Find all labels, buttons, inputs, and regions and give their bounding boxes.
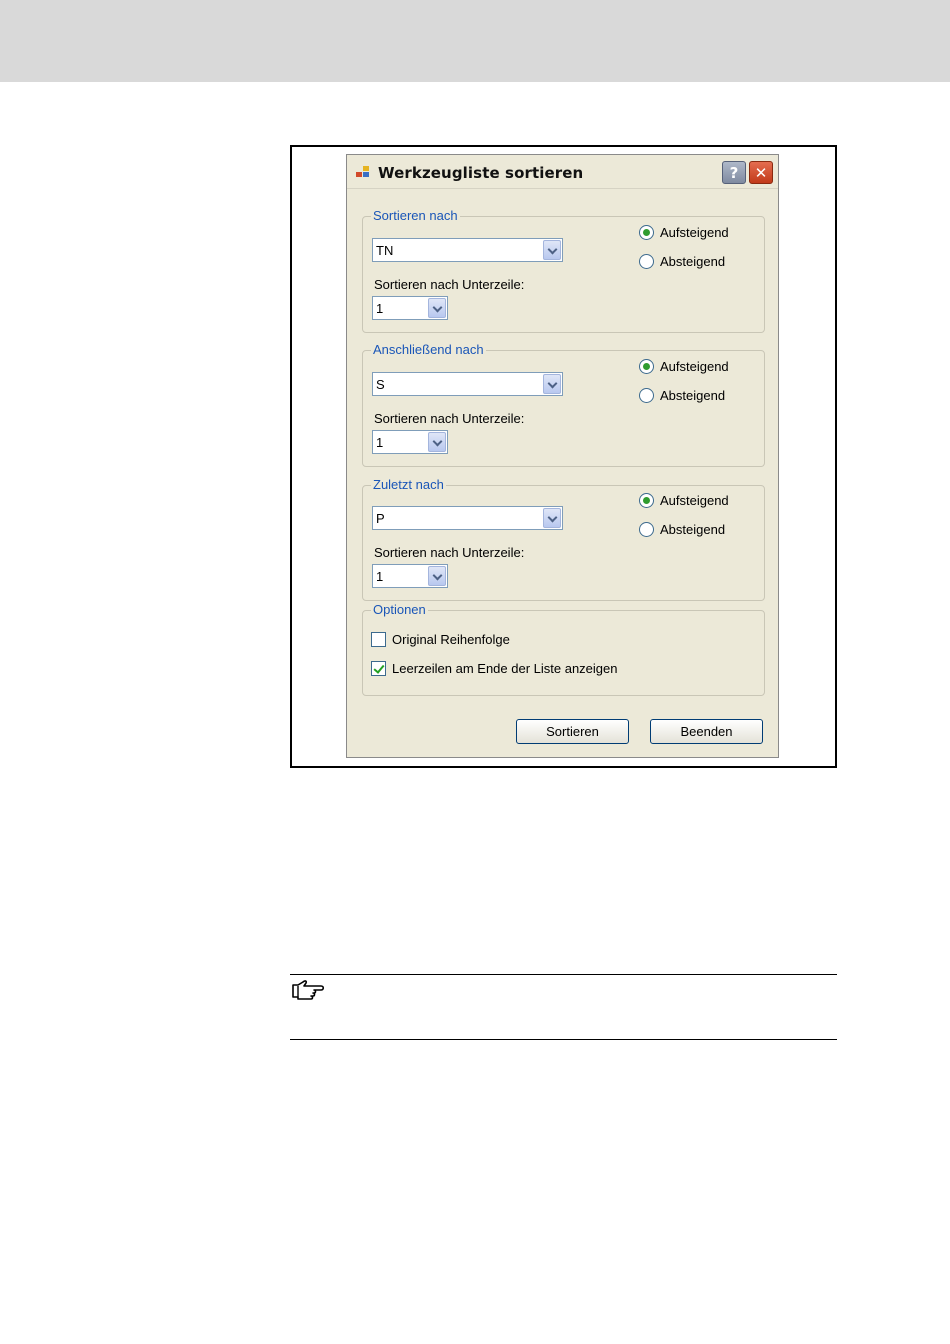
finally-by-subline-label: Sortieren nach Unterzeile: [374, 545, 525, 560]
page-header-band [0, 0, 950, 82]
sort-button[interactable]: Sortieren [516, 719, 629, 744]
finally-by-field-value: P [376, 511, 385, 526]
group-finally-by-title: Zuletzt nach [373, 477, 444, 492]
sort-by-field-value: TN [376, 243, 394, 258]
chevron-down-icon[interactable] [428, 432, 446, 452]
app-window-icon [356, 166, 370, 178]
quit-button[interactable]: Beenden [650, 719, 763, 744]
chevron-down-icon[interactable] [428, 298, 446, 318]
chevron-down-icon[interactable] [543, 374, 561, 394]
radio-ascending[interactable] [639, 225, 654, 240]
original-order-label: Original Reihenfolge [392, 632, 510, 647]
group-then-by-title: Anschließend nach [373, 342, 484, 357]
group-sort-by-title: Sortieren nach [373, 208, 458, 223]
radio-descending-label: Absteigend [660, 388, 726, 403]
original-order-checkbox[interactable] [371, 632, 386, 647]
note-bottom-rule [290, 1039, 837, 1040]
radio-ascending-label: Aufsteigend [660, 359, 729, 374]
empty-rows-label: Leerzeilen am Ende der Liste anzeigen [392, 661, 618, 676]
radio-ascending-label: Aufsteigend [660, 493, 729, 508]
dialog-title: Werkzeugliste sortieren [378, 164, 584, 182]
then-by-subline-select[interactable] [372, 430, 448, 454]
sort-by-subline-label: Sortieren nach Unterzeile: [374, 277, 525, 292]
note-top-rule [290, 974, 837, 975]
empty-rows-checkbox[interactable] [371, 661, 386, 676]
group-then-by [362, 342, 765, 467]
sort-by-subline-value: 1 [376, 301, 384, 316]
then-by-field-value: S [376, 377, 385, 392]
close-window-button[interactable]: ✕ [749, 161, 773, 184]
then-by-subline-value: 1 [376, 435, 384, 450]
radio-descending-label: Absteigend [660, 254, 726, 269]
help-button[interactable]: ? [722, 161, 746, 184]
radio-descending-label: Absteigend [660, 522, 726, 537]
pointing-hand-icon [291, 979, 325, 1001]
sort-tool-list-dialog [346, 154, 779, 758]
radio-descending[interactable] [639, 522, 654, 537]
chevron-down-icon[interactable] [543, 240, 561, 260]
finally-by-subline-value: 1 [376, 569, 384, 584]
group-options [362, 602, 765, 696]
group-sort-by [362, 208, 765, 333]
radio-ascending[interactable] [639, 493, 654, 508]
sort-by-subline-select[interactable] [372, 296, 448, 320]
finally-by-field-select[interactable] [372, 506, 563, 530]
group-finally-by [362, 477, 765, 601]
radio-ascending[interactable] [639, 359, 654, 374]
radio-ascending-label: Aufsteigend [660, 225, 729, 240]
then-by-field-select[interactable] [372, 372, 563, 396]
radio-descending[interactable] [639, 254, 654, 269]
radio-descending[interactable] [639, 388, 654, 403]
chevron-down-icon[interactable] [428, 566, 446, 586]
then-by-subline-label: Sortieren nach Unterzeile: [374, 411, 525, 426]
finally-by-subline-select[interactable] [372, 564, 448, 588]
group-options-title: Optionen [373, 602, 426, 617]
dialog-titlebar[interactable] [347, 155, 778, 189]
chevron-down-icon[interactable] [543, 508, 561, 528]
sort-by-field-select[interactable] [372, 238, 563, 262]
